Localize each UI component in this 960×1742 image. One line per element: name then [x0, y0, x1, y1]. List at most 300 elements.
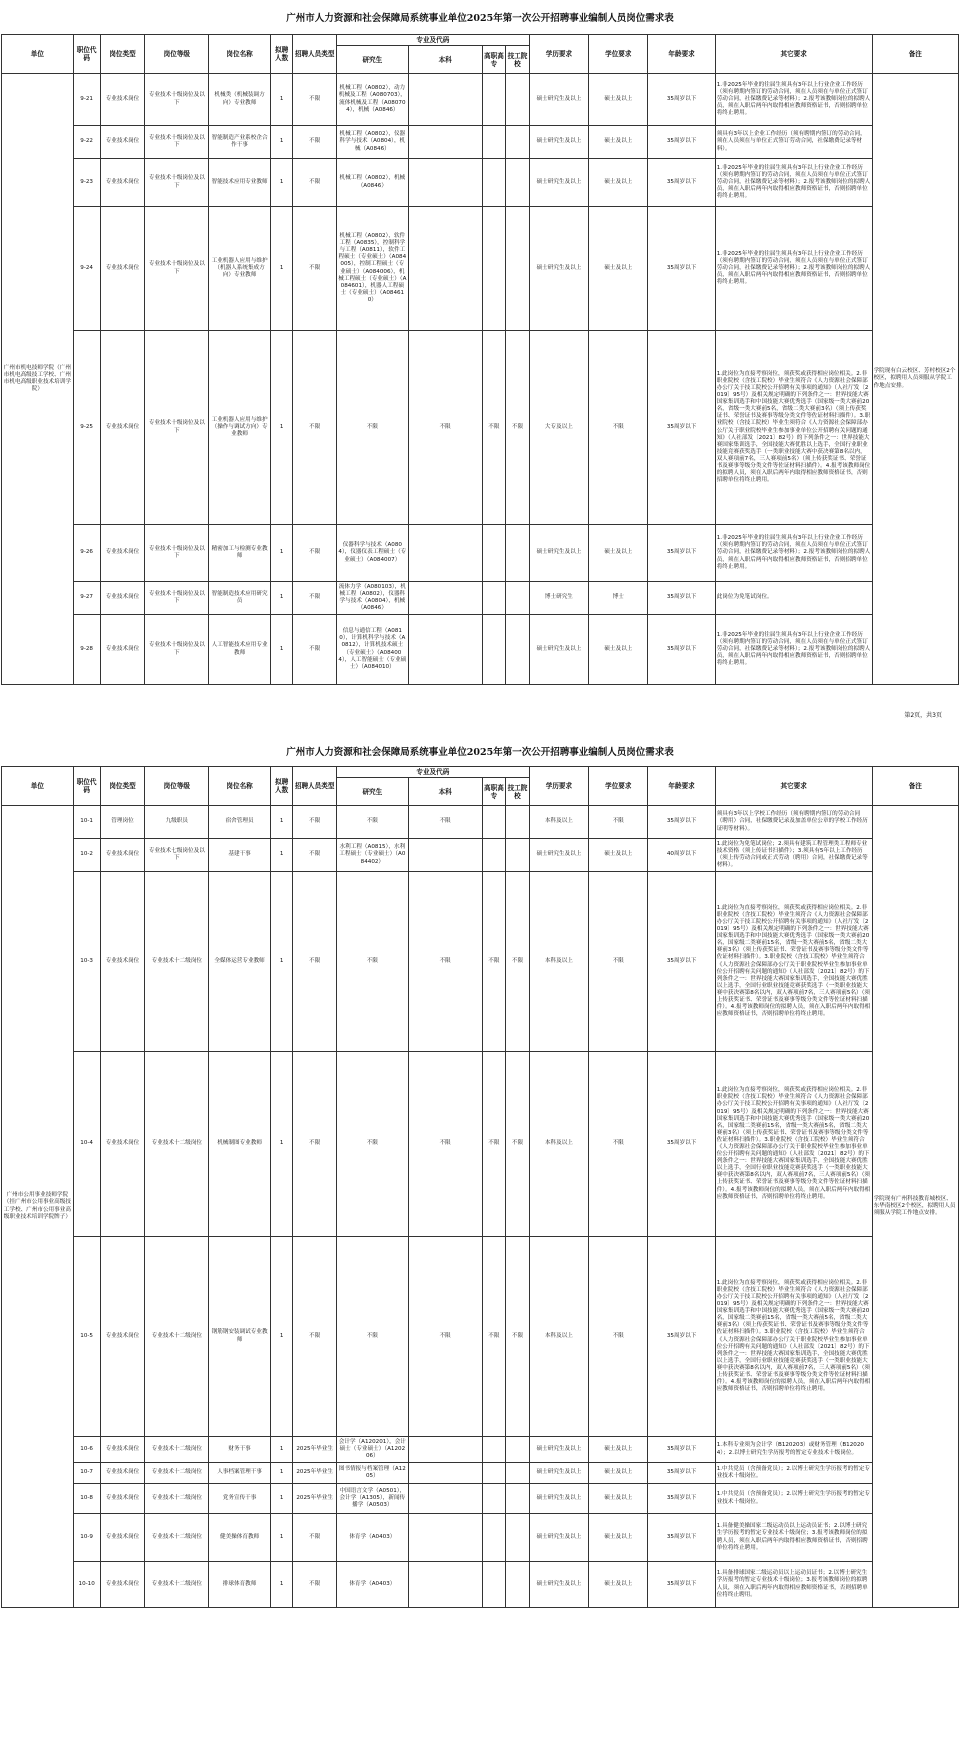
table-row — [2, 872, 959, 1052]
cell-grade: 专业技术十二级岗位 — [145, 1237, 209, 1437]
cell-count: 1 — [270, 207, 292, 331]
cell-age: 35周岁以下 — [648, 872, 715, 1052]
cell-grad: 图书情报与档案管理（A1205） — [336, 1463, 408, 1484]
cell-vocational — [482, 207, 506, 331]
cell-tech — [506, 1484, 530, 1514]
cell-grad: 机械工程（A0802），动力机械及工程（A080703），流体机械及工程（A080704），机械（A0846） — [336, 74, 408, 126]
cell-other: 1.此岗位为免笔试岗位；2.须具有建筑工程管理类工程师专业技术资格（须上传证书扫描件）；3.须具有5年以上工作经历（须上传劳动合同或正式劳动（聘用）合同，社保缴费记录等材料）。 — [715, 839, 872, 872]
header-major-group: 专业及代码 — [336, 35, 529, 46]
cell-vocational — [482, 1484, 506, 1514]
cell-degree: 硕士及以上 — [589, 159, 648, 207]
cell-degree: 不限 — [589, 872, 648, 1052]
header-type: 岗位类型 — [100, 767, 145, 806]
cell-name: 智能制造技术应用研究员 — [209, 582, 271, 615]
cell-degree: 硕士及以上 — [589, 1562, 648, 1608]
cell-vocational — [482, 806, 506, 839]
cell-count: 1 — [270, 1437, 292, 1463]
header-other: 其它要求 — [715, 35, 872, 74]
cell-grade: 专业技术十级岗位及以下 — [145, 615, 209, 685]
cell-grad: 中国语言文学（A0501），会计学（A1305），新闻传播学（A0503） — [336, 1484, 408, 1514]
cell-other: 1.非2025年毕业的往届生须具有3年以上行业企业工作经历（须有聘期内签订的劳动合同，须在人员须在与单位正式签订劳动合同，社保缴费记录等材料）；2.报考该教师岗位的拟聘人员，须在入职后两年内取得相应教师资格证书，否则招聘单位将终止聘用。 — [715, 74, 872, 126]
cell-tech — [506, 126, 530, 159]
cell-other: 1.中共党员（含预备党员）；2.以博士研究生学历报考的暂定专业技术十级岗位。 — [715, 1484, 872, 1514]
page-one-title: 广州市人力资源和社会保障局系统事业单位2025年第一次公开招聘事业编制人员岗位需求表 — [286, 13, 674, 24]
header-vocational: 高职高专 — [482, 778, 506, 806]
cell-target: 2025年毕业生 — [293, 1437, 337, 1463]
cell-degree: 硕士及以上 — [589, 1514, 648, 1562]
header-other: 其它要求 — [715, 767, 872, 806]
header-tech: 技工院校 — [506, 778, 530, 806]
cell-vocational — [482, 1514, 506, 1562]
cell-name: 人工智能技术应用专业教师 — [209, 615, 271, 685]
page-number: 第2页，共3页 — [904, 712, 942, 719]
cell-grade: 专业技术十级岗位及以下 — [145, 207, 209, 331]
table-row — [2, 1562, 959, 1608]
cell-target: 不限 — [293, 1237, 337, 1437]
cell-count: 1 — [270, 872, 292, 1052]
unit-name-cell: 广州市机电技师学院（广州市机电高级技工学校、广州市机电高级职业技术培训学院） — [2, 74, 74, 685]
cell-edu: 硕士研究生及以上 — [529, 615, 588, 685]
cell-vocational — [482, 126, 506, 159]
cell-other: 1.非2025年毕业的往届生须具有3年以上行业企业工作经历（须有聘期内签订的劳动合同，须在人员须在与单位正式签订劳动合同，社保缴费记录等材料）；2.报考该教师岗位的拟聘人员，须在入职后两年内取得相应教师资格证书，否则招聘单位将终止聘用。 — [715, 207, 872, 331]
job-table-one — [1, 34, 959, 685]
header-degree: 学位要求 — [589, 767, 648, 806]
cell-vocational — [482, 1463, 506, 1484]
cell-other: 1.此岗位为直接考察岗位，须获奖或获得相应岗位相关。2.非职业院校（含技工院校）毕业生须符合《人力资源社会保障部办公厅关于技工院校公开招聘有关事项的通知》（人社厅发〔2019〕95号）及相关规定明确的下列条件之一：世界技能大赛国家集训选手和中国技能大赛优秀选手（国家级一类大赛前20名，国家级二类赛前15名，省级一类大赛前5名，省级二类大赛前3名）（须上传获奖证书、荣誉证书及赛事等级分类文件等佐证材料扫描件）。3.职业院校（含技工院校）毕业生须符合《人力资源社会保障部办公厅关于职业院校毕业生参加事业单位公开招聘有关问题的通知》（人社部发〔2021〕82号）的下列条件之一：世界技能大赛国家集训选手，全国技能大赛优胜以上选手，全国行业职业技能竞赛获奖选手（一类职业技能大赛中获决赛第8名以内，双人赛项前7名，三人赛项前5名）（须上传获奖证书、荣誉证书及赛事等级分类文件等佐证材料扫描件）。4.报考该教师岗位的拟聘人员，须在入职后两年内取得相应教师资格证书，否则招聘单位将终止聘用。 — [715, 1237, 872, 1437]
cell-tech — [506, 1562, 530, 1608]
cell-target: 不限 — [293, 806, 337, 839]
cell-vocational — [482, 525, 506, 582]
cell-type: 专业技术岗位 — [100, 872, 145, 1052]
cell-type: 专业技术岗位 — [100, 126, 145, 159]
cell-edu: 硕士研究生及以上 — [529, 207, 588, 331]
table-row — [2, 331, 959, 525]
table-row — [2, 615, 959, 685]
cell-age: 35周岁以下 — [648, 126, 715, 159]
cell-edu: 本科及以上 — [529, 1237, 588, 1437]
cell-degree: 硕士及以上 — [589, 1463, 648, 1484]
cell-age: 35周岁以下 — [648, 615, 715, 685]
cell-name: 党务宣传干事 — [209, 1484, 271, 1514]
cell-target: 2025年毕业生 — [293, 1484, 337, 1514]
cell-edu: 硕士研究生及以上 — [529, 525, 588, 582]
cell-under — [408, 839, 482, 872]
cell-degree: 不限 — [589, 1052, 648, 1237]
header-grade: 岗位等级 — [145, 35, 209, 74]
cell-grad: 机械工程（A0802），软件工程（A0835），控制科学与工程（A0811），软件工程硕士（专业硕士）（A084005），控制工程硕士（专业硕士）（A084006），机械工程硕士（专业硕士）（A084601），机器人工程硕士（专业硕士）（A084610） — [336, 207, 408, 331]
cell-age: 35周岁以下 — [648, 582, 715, 615]
cell-grade: 专业技术十级岗位及以下 — [145, 582, 209, 615]
remark-cell: 学院现有白云校区、芳村校区2个校区，拟聘用人员须服从学院工作地点安排。 — [872, 74, 958, 685]
cell-under: 不限 — [408, 1052, 482, 1237]
cell-tech — [506, 615, 530, 685]
cell-grade: 专业技术十级岗位及以下 — [145, 74, 209, 126]
cell-grade: 专业技术七级岗位及以下 — [145, 839, 209, 872]
header-remark: 备注 — [872, 35, 958, 74]
header-age: 年龄要求 — [648, 767, 715, 806]
cell-target: 不限 — [293, 525, 337, 582]
cell-vocational — [482, 159, 506, 207]
cell-target: 不限 — [293, 126, 337, 159]
cell-under — [408, 126, 482, 159]
cell-grade: 专业技术十级岗位及以下 — [145, 159, 209, 207]
cell-grad: 信息与通信工程（A0810），计算机科学与技术（A0812），计算机技术硕士（专业硕士）（A084004），人工智能硕士（专业硕士）（A084010） — [336, 615, 408, 685]
cell-grad: 机械工程（A0802），机械（A0846） — [336, 159, 408, 207]
cell-target: 不限 — [293, 159, 337, 207]
header-under: 本科 — [408, 46, 482, 74]
cell-degree: 硕士及以上 — [589, 207, 648, 331]
cell-code: 9-26 — [73, 525, 100, 582]
cell-type: 专业技术岗位 — [100, 1237, 145, 1437]
cell-under — [408, 582, 482, 615]
cell-name: 智能制造产业系校企合作干事 — [209, 126, 271, 159]
cell-type: 专业技术岗位 — [100, 525, 145, 582]
cell-grade: 专业技术十级岗位及以下 — [145, 525, 209, 582]
cell-count: 1 — [270, 1514, 292, 1562]
cell-vocational — [482, 582, 506, 615]
cell-age: 35周岁以下 — [648, 331, 715, 525]
cell-degree: 硕士及以上 — [589, 525, 648, 582]
cell-type: 专业技术岗位 — [100, 1052, 145, 1237]
cell-type: 专业技术岗位 — [100, 1514, 145, 1562]
cell-degree: 硕士及以上 — [589, 74, 648, 126]
cell-name: 智能技术应用专业教师 — [209, 159, 271, 207]
cell-type: 专业技术岗位 — [100, 1484, 145, 1514]
table-row — [2, 839, 959, 872]
cell-under: 不限 — [408, 331, 482, 525]
cell-code: 9-27 — [73, 582, 100, 615]
cell-edu: 硕士研究生及以上 — [529, 74, 588, 126]
table-row — [2, 207, 959, 331]
cell-code: 10-3 — [73, 872, 100, 1052]
cell-edu: 硕士研究生及以上 — [529, 1484, 588, 1514]
cell-count: 1 — [270, 1052, 292, 1237]
cell-tech: 不限 — [506, 1237, 530, 1437]
cell-count: 1 — [270, 839, 292, 872]
cell-name: 工业机器人应用与维护（机器人系统集成方向）专业教师 — [209, 207, 271, 331]
header-count: 拟聘人数 — [270, 767, 292, 806]
cell-target: 不限 — [293, 615, 337, 685]
cell-under — [408, 1437, 482, 1463]
table-row — [2, 74, 959, 126]
header-code: 职位代码 — [73, 35, 100, 74]
cell-target: 不限 — [293, 74, 337, 126]
cell-tech: 不限 — [506, 872, 530, 1052]
cell-target: 不限 — [293, 582, 337, 615]
cell-count: 1 — [270, 806, 292, 839]
cell-type: 专业技术岗位 — [100, 74, 145, 126]
cell-degree: 博士 — [589, 582, 648, 615]
cell-code: 10-7 — [73, 1463, 100, 1484]
cell-grad: 体育学（A0403） — [336, 1562, 408, 1608]
cell-type: 专业技术岗位 — [100, 331, 145, 525]
cell-name: 工业机器人应用与维护（操作与调试方向）专业教师 — [209, 331, 271, 525]
cell-vocational: 不限 — [482, 331, 506, 525]
cell-count: 1 — [270, 1484, 292, 1514]
cell-vocational — [482, 1437, 506, 1463]
cell-grad: 不限 — [336, 1052, 408, 1237]
cell-grade: 专业技术十二级岗位 — [145, 1562, 209, 1608]
header-count: 拟聘人数 — [270, 35, 292, 74]
table-row — [2, 1052, 959, 1237]
cell-edu: 大专及以上 — [529, 331, 588, 525]
cell-type: 专业技术岗位 — [100, 1562, 145, 1608]
cell-name: 宿舍管理员 — [209, 806, 271, 839]
header-major-group: 专业及代码 — [336, 767, 529, 778]
cell-degree: 硕士及以上 — [589, 839, 648, 872]
cell-code: 10-8 — [73, 1484, 100, 1514]
cell-other: 1.非2025年毕业的往届生须具有3年以上行业企业工作经历（须有聘期内签订的劳动合同，须在人员须在与单位正式签订劳动合同，社保缴费记录等材料）；2.报考该教师岗位的拟聘人员，须在入职后两年内取得相应教师资格证书，否则招聘单位将终止聘用。 — [715, 159, 872, 207]
cell-other: 1.中共党员（含预备党员）；2.以博士研究生学历报考的暂定专业技术十级岗位。 — [715, 1463, 872, 1484]
cell-grade: 专业技术十级岗位及以下 — [145, 126, 209, 159]
cell-vocational: 不限 — [482, 1237, 506, 1437]
cell-other: 1.此岗位为直接考察岗位，须获奖或获得相应岗位相关。2.非职业院校（含技工院校）毕业生须符合《人力资源社会保障部办公厅关于技工院校公开招聘有关事项的通知》（人社厅发〔2019〕95号）及相关规定明确的下列条件之一：世界技能大赛国家集训选手和中国技能大赛优秀选手（国家级一类大赛前20名，国家级二类赛前15名，省级一类大赛前5名，省级二类大赛前3名）（须上传获奖证书、荣誉证书及赛事等级分类文件等佐证材料扫描件）。3.职业院校（含技工院校）毕业生须符合《人力资源社会保障部办公厅关于职业院校毕业生参加事业单位公开招聘有关问题的通知》（人社部发〔2021〕82号）的下列条件之一：世界技能大赛国家集训选手，全国技能大赛优胜以上选手，全国行业职业技能竞赛获奖选手（一类职业技能大赛中获决赛第8名以内，双人赛项前7名，三人赛项前5名）（须上传获奖证书、荣誉证书及赛事等级分类文件等佐证材料扫描件）。4.报考该教师岗位的拟聘人员，须在入职后两年内取得相应教师资格证书，否则招聘单位将终止聘用。 — [715, 872, 872, 1052]
cell-other: 须具有3年以上学校工作经历（须有聘期内签订的劳动合同（聘用）合同，社保缴费记录及加盖单位公章的学校工作经历证明等材料）。 — [715, 806, 872, 839]
cell-name: 机械制图专业教师 — [209, 1052, 271, 1237]
cell-age: 35周岁以下 — [648, 1514, 715, 1562]
header-name: 岗位名称 — [209, 35, 271, 74]
header-type: 岗位类型 — [100, 35, 145, 74]
cell-grade: 专业技术十二级岗位 — [145, 872, 209, 1052]
cell-other: 1.具备健美操国家二级运动员以上运动员证书；2.以博士研究生学历报考的暂定专业技术十级岗位；3.报考该教师岗位的拟聘人员，须在入职后两年内取得相应教师资格证书，否则招聘单位将终止聘用。 — [715, 1514, 872, 1562]
cell-count: 1 — [270, 159, 292, 207]
cell-other: 此岗位为免笔试岗位。 — [715, 582, 872, 615]
cell-count: 1 — [270, 1463, 292, 1484]
cell-code: 10-2 — [73, 839, 100, 872]
cell-age: 35周岁以下 — [648, 525, 715, 582]
cell-under — [408, 1514, 482, 1562]
job-table-two — [1, 766, 959, 1608]
cell-degree: 硕士及以上 — [589, 126, 648, 159]
header-target: 招聘人员类型 — [293, 767, 337, 806]
header-unit: 单位 — [2, 767, 74, 806]
cell-count: 1 — [270, 74, 292, 126]
cell-other: 须具有3年以上企业工作经历（须有聘期内签订的劳动合同，须在人员须在与单位正式签订劳动合同，社保缴费记录等材料）。 — [715, 126, 872, 159]
header-tech: 技工院校 — [506, 46, 530, 74]
cell-under: 不限 — [408, 872, 482, 1052]
cell-code: 9-22 — [73, 126, 100, 159]
cell-grad: 会计学（A120201），会计硕士（专业硕士）（A120206） — [336, 1437, 408, 1463]
cell-tech — [506, 1437, 530, 1463]
table-row — [2, 159, 959, 207]
cell-type: 专业技术岗位 — [100, 839, 145, 872]
cell-code: 9-25 — [73, 331, 100, 525]
cell-grad: 不限 — [336, 872, 408, 1052]
cell-grad: 流体力学（A080103），机械工程（A0802），仪器科学与技术（A0804），机械（A0846） — [336, 582, 408, 615]
header-grad: 研究生 — [336, 46, 408, 74]
cell-code: 9-28 — [73, 615, 100, 685]
cell-grad: 体育学（A0403） — [336, 1514, 408, 1562]
table-row — [2, 1437, 959, 1463]
cell-age: 35周岁以下 — [648, 806, 715, 839]
cell-code: 9-23 — [73, 159, 100, 207]
cell-edu: 硕士研究生及以上 — [529, 126, 588, 159]
cell-other: 1.具备排球国家二级运动员以上运动员证书；2.以博士研究生学历报考的暂定专业技术十级岗位；3.报考该教师岗位的拟聘人员，须在入职后两年内取得相应教师资格证书，否则招聘单位将终止聘用。 — [715, 1562, 872, 1608]
header-grad: 研究生 — [336, 778, 408, 806]
cell-age: 35周岁以下 — [648, 1437, 715, 1463]
cell-under — [408, 1562, 482, 1608]
cell-name: 钢筋钢安装调试专业教师 — [209, 1237, 271, 1437]
cell-other: 1.此岗位为直接考察岗位，须获奖或获得相应岗位相关。2.非职业院校（含技工院校）毕业生须符合《人力资源社会保障部办公厅关于技工院校公开招聘有关事项的通知》（人社厅发〔2019〕95号）及相关规定明确的下列条件之一：世界技能大赛国家集训选手和中国技能大赛优秀选手（国家级一类大赛前20名，省级一类大赛前5名，省级二类大赛前3名）（须上传获奖证书、荣誉证书及赛事等级分类文件等佐证材料扫描件）。3.职业院校（含技工院校）毕业生须符合《人力资源社会保障部办公厅关于职业院校毕业生参加事业单位公开招聘有关问题的通知》（人社部发〔2021〕82号）的下列条件之一：世界技能大赛国家集训选手，全国技能大赛优胜以上选手，全国行业职业技能竞赛获奖选手（一类职业技能大赛中获决赛第8名以内，双人赛项前7名，三人赛项前5名）（须上传获奖证书、荣誉证书及赛事等级分类文件等佐证材料扫描件）。4.报考该教师岗位的拟聘人员，须在入职后两年内取得相应教师资格证书，否则招聘单位将终止聘用。 — [715, 331, 872, 525]
header-edu: 学历要求 — [529, 35, 588, 74]
cell-age: 35周岁以下 — [648, 1484, 715, 1514]
header-target: 招聘人员类型 — [293, 35, 337, 74]
cell-target: 不限 — [293, 331, 337, 525]
cell-count: 1 — [270, 582, 292, 615]
header-degree: 学位要求 — [589, 35, 648, 74]
cell-age: 35周岁以下 — [648, 207, 715, 331]
header-unit: 单位 — [2, 35, 74, 74]
cell-under — [408, 159, 482, 207]
cell-code: 10-5 — [73, 1237, 100, 1437]
cell-count: 1 — [270, 1562, 292, 1608]
cell-type: 专业技术岗位 — [100, 159, 145, 207]
header-grade: 岗位等级 — [145, 767, 209, 806]
cell-count: 1 — [270, 1237, 292, 1437]
cell-other: 1.本科专业须为会计学（B120203）或财务管理（B120204）；2.以博士研究生学历报考的暂定专业技术十级岗位。 — [715, 1437, 872, 1463]
cell-vocational — [482, 839, 506, 872]
cell-type: 专业技术岗位 — [100, 582, 145, 615]
cell-grade: 专业技术十二级岗位 — [145, 1437, 209, 1463]
cell-degree: 硕士及以上 — [589, 615, 648, 685]
cell-vocational — [482, 1562, 506, 1608]
cell-grade: 专业技术十级岗位及以下 — [145, 331, 209, 525]
cell-code: 10-10 — [73, 1562, 100, 1608]
cell-edu: 本科及以上 — [529, 1052, 588, 1237]
cell-tech — [506, 159, 530, 207]
cell-name: 财务干事 — [209, 1437, 271, 1463]
cell-grad: 不限 — [336, 331, 408, 525]
table-row — [2, 1237, 959, 1437]
cell-edu: 硕士研究生及以上 — [529, 839, 588, 872]
cell-grad: 水利工程（A0815），水利工程硕士（专业硕士）（A084402） — [336, 839, 408, 872]
cell-under — [408, 615, 482, 685]
cell-code: 9-24 — [73, 207, 100, 331]
cell-code: 10-4 — [73, 1052, 100, 1237]
cell-tech — [506, 582, 530, 615]
table-row — [2, 126, 959, 159]
cell-grade: 专业技术十二级岗位 — [145, 1052, 209, 1237]
cell-tech — [506, 1463, 530, 1484]
cell-edu: 硕士研究生及以上 — [529, 1463, 588, 1484]
cell-count: 1 — [270, 126, 292, 159]
cell-grad: 机械工程（A0802），仪器科学与技术（A0804），机械（A0846） — [336, 126, 408, 159]
cell-edu: 硕士研究生及以上 — [529, 159, 588, 207]
cell-degree: 不限 — [589, 806, 648, 839]
cell-vocational — [482, 615, 506, 685]
cell-code: 9-21 — [73, 74, 100, 126]
cell-edu: 硕士研究生及以上 — [529, 1437, 588, 1463]
cell-target: 不限 — [293, 1514, 337, 1562]
cell-other: 1.非2025年毕业的往届生须具有3年以上行业企业工作经历（须有聘期内签订的劳动合同，须在人员须在与单位正式签订劳动合同，社保缴费记录等材料）；2.报考该教师岗位的拟聘人员，须在入职后两年内取得相应教师资格证书，否则招聘单位将终止聘用。 — [715, 615, 872, 685]
cell-edu: 博士研究生 — [529, 582, 588, 615]
cell-count: 1 — [270, 331, 292, 525]
cell-age: 35周岁以下 — [648, 1237, 715, 1437]
cell-grad: 仪器科学与技术（A0804），仪器仪表工程硕士（专业硕士）（A084007） — [336, 525, 408, 582]
table-row — [2, 1463, 959, 1484]
cell-name: 全媒体运营专业教师 — [209, 872, 271, 1052]
cell-age: 35周岁以下 — [648, 159, 715, 207]
table-row — [2, 806, 959, 839]
cell-name: 精密加工与检测专业教师 — [209, 525, 271, 582]
cell-target: 不限 — [293, 207, 337, 331]
cell-tech — [506, 1514, 530, 1562]
cell-vocational — [482, 74, 506, 126]
cell-name: 排球体育教师 — [209, 1562, 271, 1608]
header-age: 年龄要求 — [648, 35, 715, 74]
cell-type: 专业技术岗位 — [100, 1463, 145, 1484]
cell-name: 基建干事 — [209, 839, 271, 872]
cell-target: 2025年毕业生 — [293, 1463, 337, 1484]
cell-under: 不限 — [408, 806, 482, 839]
cell-under — [408, 74, 482, 126]
cell-type: 专业技术岗位 — [100, 207, 145, 331]
cell-other: 1.此岗位为直接考察岗位，须获奖或获得相应岗位相关。2.非职业院校（含技工院校）毕业生须符合《人力资源社会保障部办公厅关于技工院校公开招聘有关事项的通知》（人社厅发〔2019〕95号）及相关规定明确的下列条件之一：世界技能大赛国家集训选手和中国技能大赛优秀选手（国家级一类大赛前20名，国家级二类赛前15名，省级一类大赛前5名，省级二类大赛前3名）（须上传获奖证书、荣誉证书及赛事等级分类文件等佐证材料扫描件）。3.职业院校（含技工院校）毕业生须符合《人力资源社会保障部办公厅关于职业院校毕业生参加事业单位公开招聘有关问题的通知》（人社部发〔2021〕82号）的下列条件之一：世界技能大赛国家集训选手，全国技能大赛优胜以上选手，全国行业职业技能竞赛获奖选手（一类职业技能大赛中获决赛第8名以内，双人赛项前7名，三人赛项前5名）（须上传获奖证书、荣誉证书及赛事等级分类文件等佐证材料扫描件）。4.报考该教师岗位的拟聘人员，须在入职后两年内取得相应教师资格证书，否则招聘单位将终止聘用。 — [715, 1052, 872, 1237]
table-row — [2, 582, 959, 615]
header-code: 职位代码 — [73, 767, 100, 806]
cell-tech — [506, 839, 530, 872]
cell-code: 10-6 — [73, 1437, 100, 1463]
cell-under — [408, 207, 482, 331]
cell-name: 机械类（机械装调方向）专业教师 — [209, 74, 271, 126]
cell-target: 不限 — [293, 872, 337, 1052]
cell-code: 10-9 — [73, 1514, 100, 1562]
cell-type: 专业技术岗位 — [100, 1437, 145, 1463]
table-row — [2, 1484, 959, 1514]
remark-cell: 学院现有广州科技教育城校区、东华南校区2个校区，拟聘用人员须服从学院工作地点安排。 — [872, 806, 958, 1608]
cell-age: 40周岁以下 — [648, 839, 715, 872]
page-two-title: 广州市人力资源和社会保障局系统事业单位2025年第一次公开招聘事业编制人员岗位需求表 — [286, 747, 674, 758]
cell-under — [408, 1463, 482, 1484]
unit-name-cell: 广州市公用事业技师学院（挂广州市公用事业高级技工学校、广州市公用事业高级职业技术培训学院牌子） — [2, 806, 74, 1608]
cell-under — [408, 525, 482, 582]
cell-tech — [506, 207, 530, 331]
cell-edu: 本科及以上 — [529, 872, 588, 1052]
cell-grade: 专业技术十二级岗位 — [145, 1463, 209, 1484]
cell-degree: 不限 — [589, 331, 648, 525]
cell-tech: 不限 — [506, 331, 530, 525]
cell-target: 不限 — [293, 1052, 337, 1237]
cell-name: 健美操体育教师 — [209, 1514, 271, 1562]
cell-grade: 专业技术十二级岗位 — [145, 1514, 209, 1562]
cell-name: 人事档案管理干事 — [209, 1463, 271, 1484]
cell-grade: 九级职员 — [145, 806, 209, 839]
header-edu: 学历要求 — [529, 767, 588, 806]
cell-target: 不限 — [293, 839, 337, 872]
cell-degree: 硕士及以上 — [589, 1484, 648, 1514]
cell-grade: 专业技术十二级岗位 — [145, 1484, 209, 1514]
cell-tech — [506, 74, 530, 126]
cell-under: 不限 — [408, 1237, 482, 1437]
cell-age: 35周岁以下 — [648, 1052, 715, 1237]
cell-vocational: 不限 — [482, 1052, 506, 1237]
header-vocational: 高职高专 — [482, 46, 506, 74]
cell-age: 35周岁以下 — [648, 1562, 715, 1608]
cell-other: 1.非2025年毕业的往届生须具有3年以上行业企业工作经历（须有聘期内签订的劳动合同，须在人员须在与单位正式签订劳动合同，社保缴费记录等材料）；2.报考该教师岗位的拟聘人员，须在入职后两年内取得相应教师资格证书，否则招聘单位将终止聘用。 — [715, 525, 872, 582]
cell-grad: 不限 — [336, 806, 408, 839]
cell-tech — [506, 806, 530, 839]
table-row — [2, 1514, 959, 1562]
cell-edu: 硕士研究生及以上 — [529, 1562, 588, 1608]
cell-grad: 不限 — [336, 1237, 408, 1437]
cell-age: 35周岁以下 — [648, 74, 715, 126]
cell-tech: 不限 — [506, 1052, 530, 1237]
cell-code: 10-1 — [73, 806, 100, 839]
cell-target: 不限 — [293, 1562, 337, 1608]
cell-degree: 硕士及以上 — [589, 1437, 648, 1463]
header-name: 岗位名称 — [209, 767, 271, 806]
cell-edu: 本科及以上 — [529, 806, 588, 839]
